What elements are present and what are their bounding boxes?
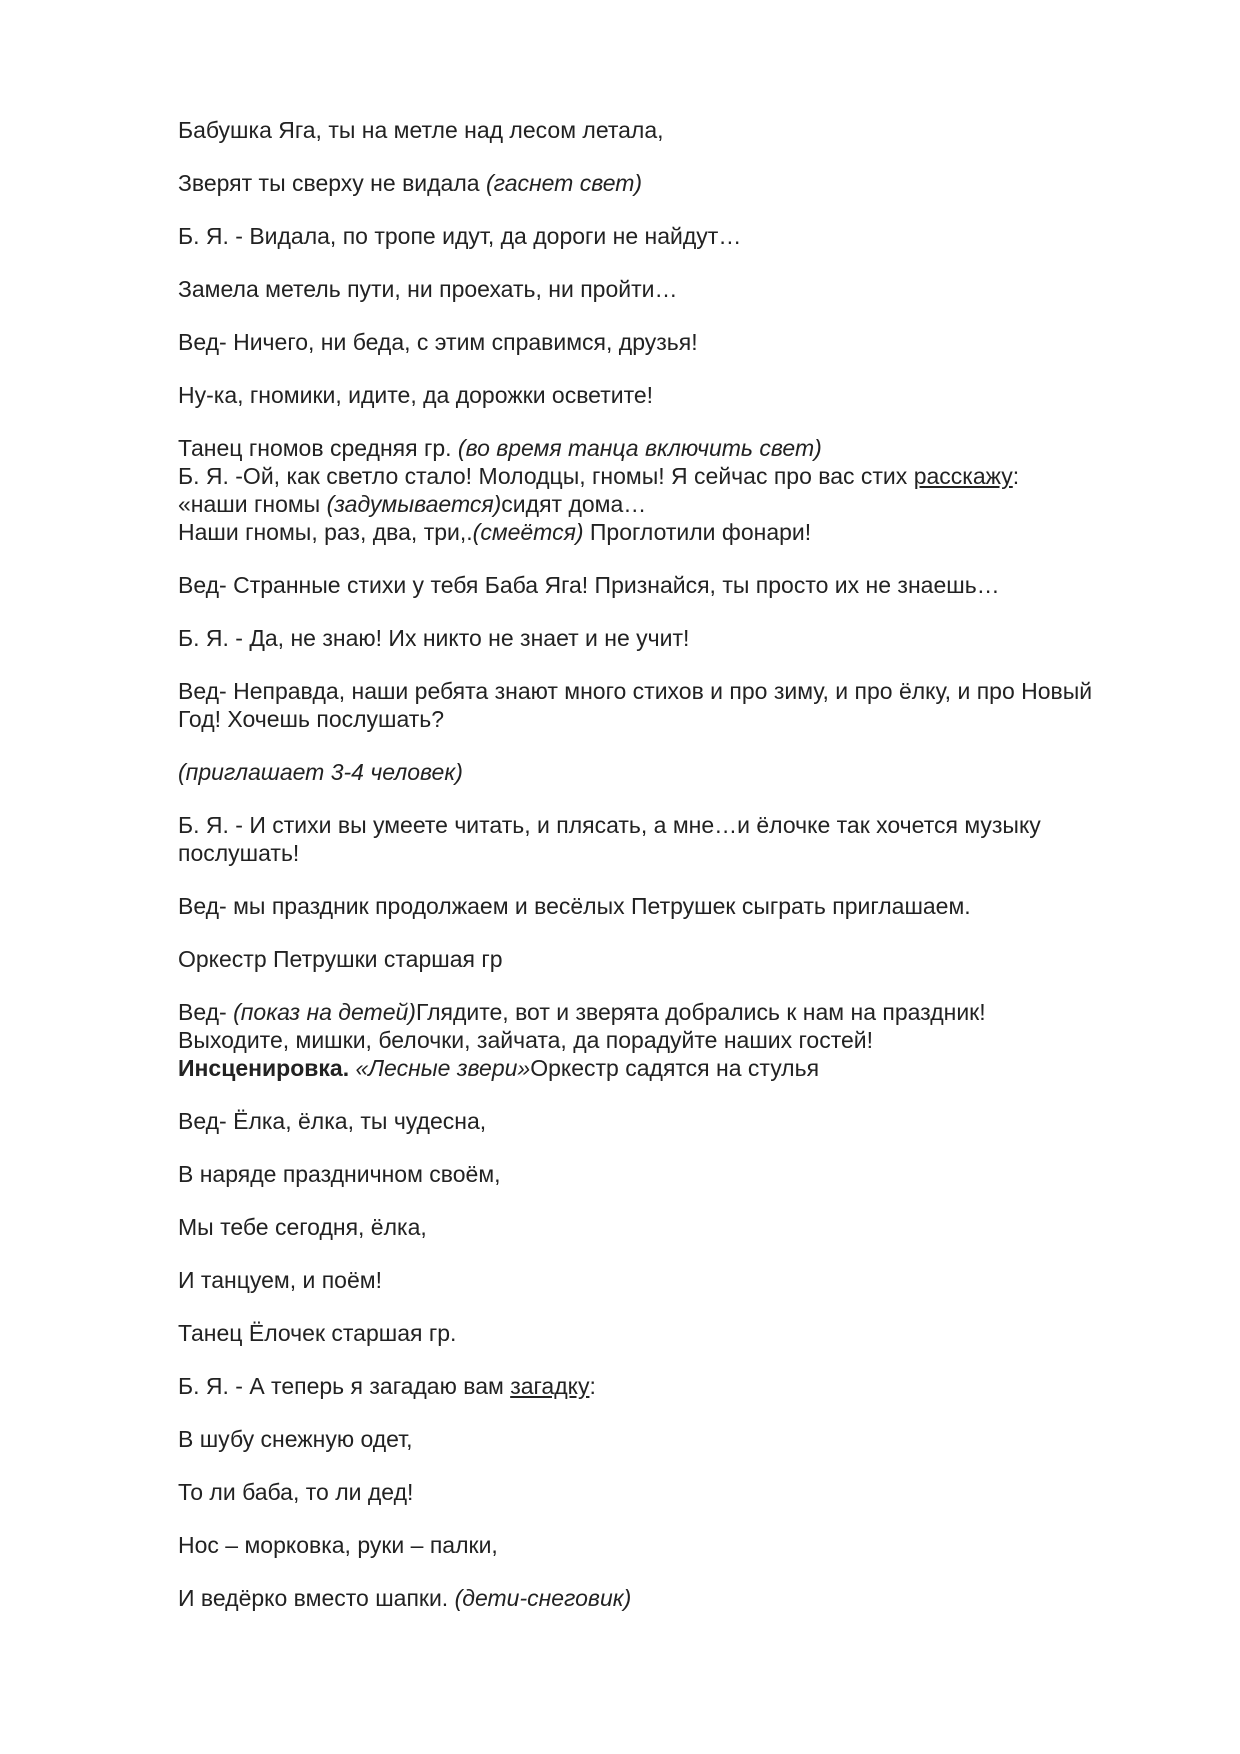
text-line: Выходите, мишки, белочки, зайчата, да порадуйте наших гостей! — [178, 1027, 874, 1053]
text-line: Мы тебе сегодня, ёлка, — [178, 1214, 427, 1240]
paragraph — [178, 1319, 1140, 1347]
text-line: Вед- Ёлка, ёлка, ты чудесна, — [178, 1108, 487, 1134]
text-line: сидят дома… — [501, 491, 647, 517]
text-line: Бабушка Яга, ты на метле над лесом летала, — [178, 117, 664, 143]
paragraph — [178, 624, 1140, 652]
text-line: В шубу снежную одет, — [178, 1426, 413, 1452]
paragraph — [178, 1026, 1140, 1054]
paragraph — [178, 677, 1140, 733]
text-line: Оркестр Петрушки старшая гр — [178, 946, 503, 972]
paragraph — [178, 1107, 1140, 1135]
stage-direction: «Лесные звери» — [349, 1055, 531, 1081]
stage-direction: (дети-снеговик) — [454, 1585, 632, 1611]
text-line: Б. Я. - Да, не знаю! Их никто не знает и не учит! — [178, 625, 690, 651]
paragraph — [178, 328, 1140, 356]
paragraph — [178, 945, 1140, 973]
paragraph — [178, 1213, 1140, 1241]
text-line: Вед- — [178, 999, 234, 1025]
stage-direction: (показ на детей) — [233, 999, 416, 1025]
paragraph — [178, 462, 1140, 490]
paragraph — [178, 169, 1140, 197]
text-line: Оркестр садятся на стулья — [530, 1055, 820, 1081]
text-line: : — [1012, 463, 1020, 489]
stage-direction: (гаснет свет) — [485, 170, 643, 196]
text-line: : — [589, 1373, 596, 1399]
paragraph — [178, 1584, 1140, 1612]
paragraph — [178, 1160, 1140, 1188]
text-line: И ведёрко вместо шапки. — [178, 1585, 455, 1611]
text-line: Замела метель пути, ни проехать, ни пройти… — [178, 276, 678, 302]
stage-direction: (задумывается) — [326, 491, 502, 517]
paragraph — [178, 275, 1140, 303]
text-line: Б. Я. -Ой, как светло стало! Молодцы, гномы! Я сейчас про вас стих — [178, 463, 914, 489]
paragraph — [178, 1425, 1140, 1453]
stage-direction: (приглашает 3-4 человек) — [178, 759, 463, 785]
text-line: Танец Ёлочек старшая гр. — [178, 1320, 457, 1346]
text-line: Вед- Ничего, ни беда, с этим справимся, друзья! — [178, 329, 698, 355]
text-line: Б. Я. - Видала, по тропе идут, да дороги не найдут… — [178, 223, 742, 249]
bold-heading: Инсценировка. — [178, 1055, 350, 1081]
text-line: Глядите, вот и зверята добрались к нам на праздник! — [415, 999, 986, 1025]
text-line: Вед- Неправда, наши ребята знают много стихов и про зиму, и про ёлку, и про Новый Год! Хочешь послушать? — [178, 678, 1093, 732]
paragraph — [178, 571, 1140, 599]
text-line: Наши гномы, раз, два, три,. — [178, 519, 473, 545]
paragraph — [178, 998, 1140, 1026]
paragraph — [178, 892, 1140, 920]
text-line: Танец гномов средняя гр. — [178, 435, 458, 461]
text-line: Зверят ты сверху не видала — [178, 170, 486, 196]
text-line: Проглотили фонари! — [583, 519, 812, 545]
text-line: В наряде праздничном своём, — [178, 1161, 501, 1187]
text-line: Б. Я. - А теперь я загадаю вам — [178, 1373, 511, 1399]
paragraph — [178, 490, 1140, 518]
paragraph — [178, 1054, 1140, 1082]
stage-direction: (во время танца включить свет) — [457, 435, 822, 461]
text-line: Вед- Странные стихи у тебя Баба Яга! Признайся, ты просто их не знаешь… — [178, 572, 1000, 598]
text-line: «наши гномы — [178, 491, 327, 517]
paragraph — [178, 811, 1140, 867]
paragraph — [178, 1478, 1140, 1506]
text-line: Ну-ка, гномики, идите, да дорожки осветите! — [178, 382, 654, 408]
paragraph — [178, 1531, 1140, 1559]
paragraph — [178, 116, 1140, 144]
text-line: Б. Я. - И стихи вы умеете читать, и плясать, а мне…и ёлочке так хочется музыку послушать! — [178, 812, 1041, 866]
paragraph — [178, 434, 1140, 462]
underlined-word: расскажу — [913, 463, 1013, 489]
paragraph — [178, 222, 1140, 250]
paragraph — [178, 1266, 1140, 1294]
paragraph — [178, 758, 1140, 786]
underlined-word: загадку — [510, 1373, 590, 1399]
text-line: То ли баба, то ли дед! — [178, 1479, 414, 1505]
paragraph — [178, 1372, 1140, 1400]
text-line: Вед- мы праздник продолжаем и весёлых Петрушек сыграть приглашаем. — [178, 893, 971, 919]
text-line: И танцуем, и поём! — [178, 1267, 382, 1293]
stage-direction: (смеётся) — [472, 519, 584, 545]
paragraph — [178, 518, 1140, 546]
paragraph — [178, 381, 1140, 409]
text-line: Нос – морковка, руки – палки, — [178, 1532, 498, 1558]
